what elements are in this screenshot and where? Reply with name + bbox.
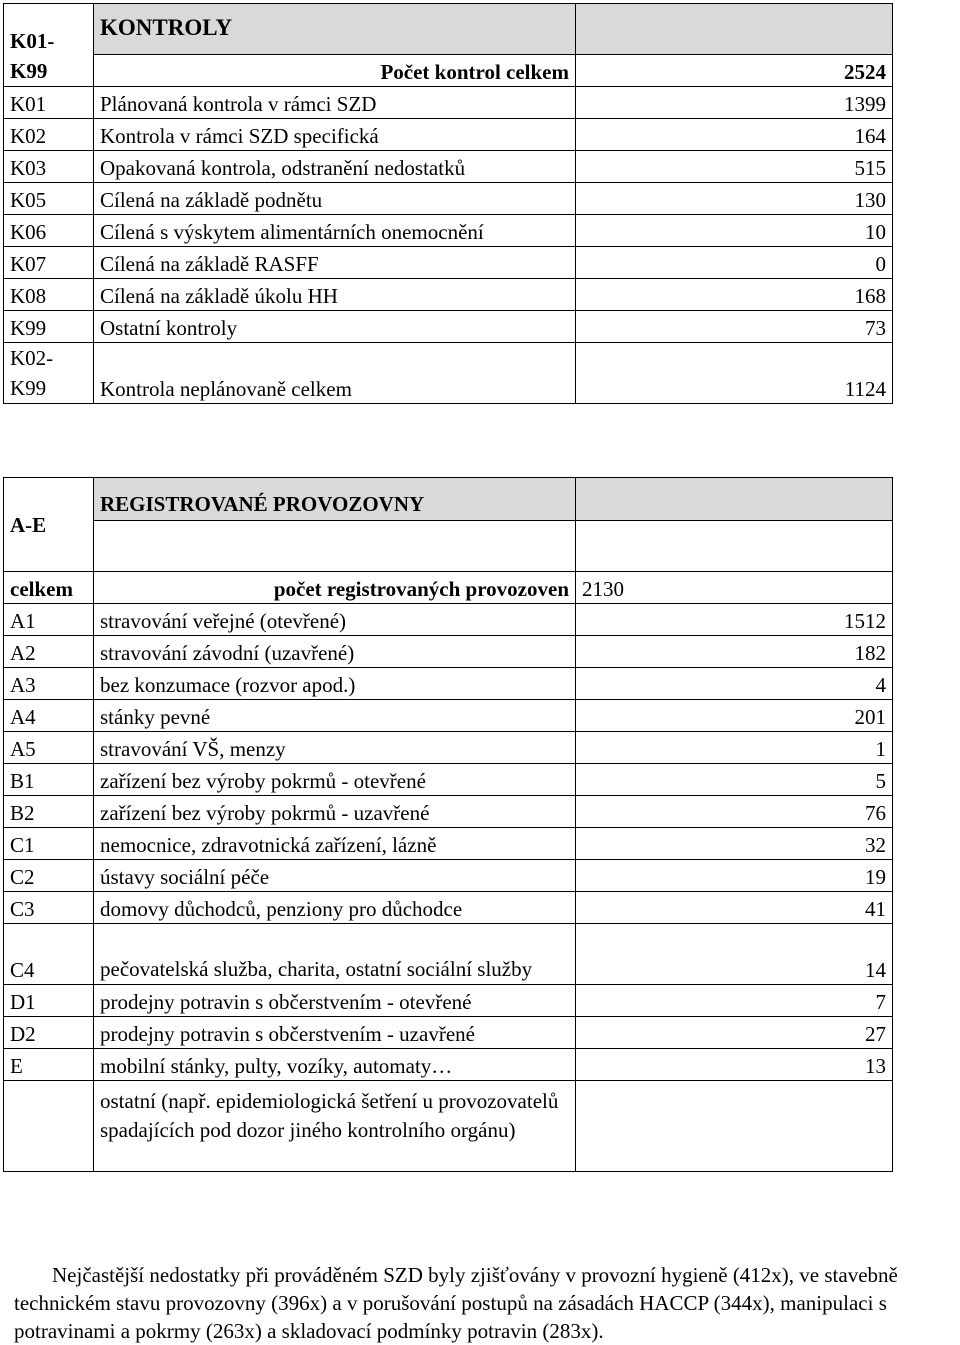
provozovny-row: [4, 732, 893, 764]
kontroly-row: [4, 279, 893, 311]
provozovny-label: stravování veřejné (otevřené): [94, 604, 576, 636]
provozovny-value: 182: [576, 636, 893, 668]
provozovny-other-value: [576, 1081, 893, 1172]
kontroly-row: [4, 215, 893, 247]
kontroly-code: K01: [4, 87, 94, 119]
kontroly-total-value: 2524: [576, 55, 893, 87]
provozovny-value: 41: [576, 892, 893, 924]
kontroly-row: [4, 87, 893, 119]
provozovny-header-spacer: [94, 521, 576, 572]
kontroly-label: Cílená na základě úkolu HH: [94, 279, 576, 311]
provozovny-code: B1: [4, 764, 94, 796]
kontroly-label: Plánovaná kontrola v rámci SZD: [94, 87, 576, 119]
provozovny-code: A4: [4, 700, 94, 732]
provozovny-code: D1: [4, 985, 94, 1017]
provozovny-code: C3: [4, 892, 94, 924]
provozovny-header-empty: [576, 478, 893, 521]
kontroly-row: [4, 183, 893, 215]
provozovny-label: domovy důchodců, penziony pro důchodce: [94, 892, 576, 924]
kontroly-code: K99: [4, 311, 94, 343]
kontroly-label: Cílená s výskytem alimentárních onemocnění: [94, 215, 576, 247]
kontroly-code: K06: [4, 215, 94, 247]
provozovny-code: A1: [4, 604, 94, 636]
kontroly-code: K08: [4, 279, 94, 311]
provozovny-value: 32: [576, 828, 893, 860]
kontroly-header-empty: [576, 4, 893, 55]
provozovny-value: 1: [576, 732, 893, 764]
kontroly-table: [3, 3, 893, 404]
provozovny-row: [4, 892, 893, 924]
provozovny-label: stravování závodní (uzavřené): [94, 636, 576, 668]
provozovny-value: 5: [576, 764, 893, 796]
kontroly-header: KONTROLY: [94, 4, 576, 55]
provozovny-row: [4, 604, 893, 636]
provozovny-label: prodejny potravin s občerstvením - uzavřené: [94, 1017, 576, 1049]
kontroly-value: 168: [576, 279, 893, 311]
provozovny-other-code: [4, 1081, 94, 1172]
provozovny-row: [4, 700, 893, 732]
kontroly-value: 0: [576, 247, 893, 279]
kontroly-value: 164: [576, 119, 893, 151]
provozovny-row: [4, 985, 893, 1017]
kontroly-row: [4, 119, 893, 151]
provozovny-row: [4, 860, 893, 892]
provozovny-value: 19: [576, 860, 893, 892]
provozovny-code: C2: [4, 860, 94, 892]
kontroly-value: 1399: [576, 87, 893, 119]
provozovny-total-code: celkem: [4, 572, 94, 604]
kontroly-value: 73: [576, 311, 893, 343]
kontroly-row: [4, 247, 893, 279]
kontroly-value: 130: [576, 183, 893, 215]
kontroly-code: K05: [4, 183, 94, 215]
provozovny-row: [4, 828, 893, 860]
kontroly-unplanned-label: Kontrola neplánovaně celkem: [94, 343, 576, 404]
kontroly-row: [4, 311, 893, 343]
provozovny-code-header: A-E: [4, 478, 94, 572]
provozovny-value: 201: [576, 700, 893, 732]
provozovny-label: zařízení bez výroby pokrmů - uzavřené: [94, 796, 576, 828]
provozovny-code: A5: [4, 732, 94, 764]
provozovny-label: bez konzumace (rozvor apod.): [94, 668, 576, 700]
provozovny-code: C1: [4, 828, 94, 860]
provozovny-header: REGISTROVANÉ PROVOZOVNY: [94, 478, 576, 521]
kontroly-total-code: K01- K99: [4, 4, 94, 87]
kontroly-unplanned-code: K02- K99: [4, 343, 94, 404]
kontroly-label: Ostatní kontroly: [94, 311, 576, 343]
provozovny-code: D2: [4, 1017, 94, 1049]
provozovny-value: 1512: [576, 604, 893, 636]
provozovny-value: 7: [576, 985, 893, 1017]
kontroly-value: 10: [576, 215, 893, 247]
provozovny-label: mobilní stánky, pulty, vozíky, automaty…: [94, 1049, 576, 1081]
kontroly-label: Cílená na základě RASFF: [94, 247, 576, 279]
provozovny-label: zařízení bez výroby pokrmů - otevřené: [94, 764, 576, 796]
kontroly-code: K02: [4, 119, 94, 151]
kontroly-total-label: Počet kontrol celkem: [94, 55, 576, 87]
provozovny-code: A2: [4, 636, 94, 668]
provozovny-code: B2: [4, 796, 94, 828]
kontroly-unplanned-value: 1124: [576, 343, 893, 404]
provozovny-label: nemocnice, zdravotnická zařízení, lázně: [94, 828, 576, 860]
provozovny-label: stravování VŠ, menzy: [94, 732, 576, 764]
provozovny-c4-value: 14: [576, 924, 893, 985]
provozovny-c4-label: pečovatelská služba, charita, ostatní sociální služby: [94, 924, 576, 985]
footnote: Nejčastější nedostatky při prováděném SZD byly zjišťovány v provozní hygieně (412x), ve stavebně technickém stavu provozovny (396x) a v porušování postupů na zásadách HACCP (344x), manipulaci s potravinami a pokrmy (263x) a skladovací podmínky potravin (283x).: [14, 1263, 898, 1343]
provozovny-total-label: počet registrovaných provozoven: [94, 572, 576, 604]
provozovny-row: [4, 636, 893, 668]
kontroly-value: 515: [576, 151, 893, 183]
kontroly-code: K03: [4, 151, 94, 183]
provozovny-label: prodejny potravin s občerstvením - otevřené: [94, 985, 576, 1017]
kontroly-label: Cílená na základě podnětu: [94, 183, 576, 215]
provozovny-value: 27: [576, 1017, 893, 1049]
kontroly-label: Kontrola v rámci SZD specifická: [94, 119, 576, 151]
provozovny-c4-code: C4: [4, 924, 94, 985]
provozovny-value: 13: [576, 1049, 893, 1081]
provozovny-row: [4, 668, 893, 700]
provozovny-label: ústavy sociální péče: [94, 860, 576, 892]
provozovny-other-label: ostatní (např. epidemiologická šetření u provozovatelů spadajících pod dozor jiného kontrolního orgánu): [94, 1081, 576, 1172]
provozovny-row: [4, 1017, 893, 1049]
provozovny-value: 76: [576, 796, 893, 828]
provozovny-row: [4, 796, 893, 828]
provozovny-row: [4, 764, 893, 796]
provozovny-code: A3: [4, 668, 94, 700]
provozovny-table: [3, 477, 893, 1172]
provozovny-label: stánky pevné: [94, 700, 576, 732]
provozovny-total-value: 2130: [576, 572, 893, 604]
provozovny-code: E: [4, 1049, 94, 1081]
kontroly-code: K07: [4, 247, 94, 279]
kontroly-row: [4, 151, 893, 183]
kontroly-label: Opakovaná kontrola, odstranění nedostatků: [94, 151, 576, 183]
provozovny-row: [4, 1049, 893, 1081]
provozovny-value: 4: [576, 668, 893, 700]
provozovny-header-spacer-2: [576, 521, 893, 572]
